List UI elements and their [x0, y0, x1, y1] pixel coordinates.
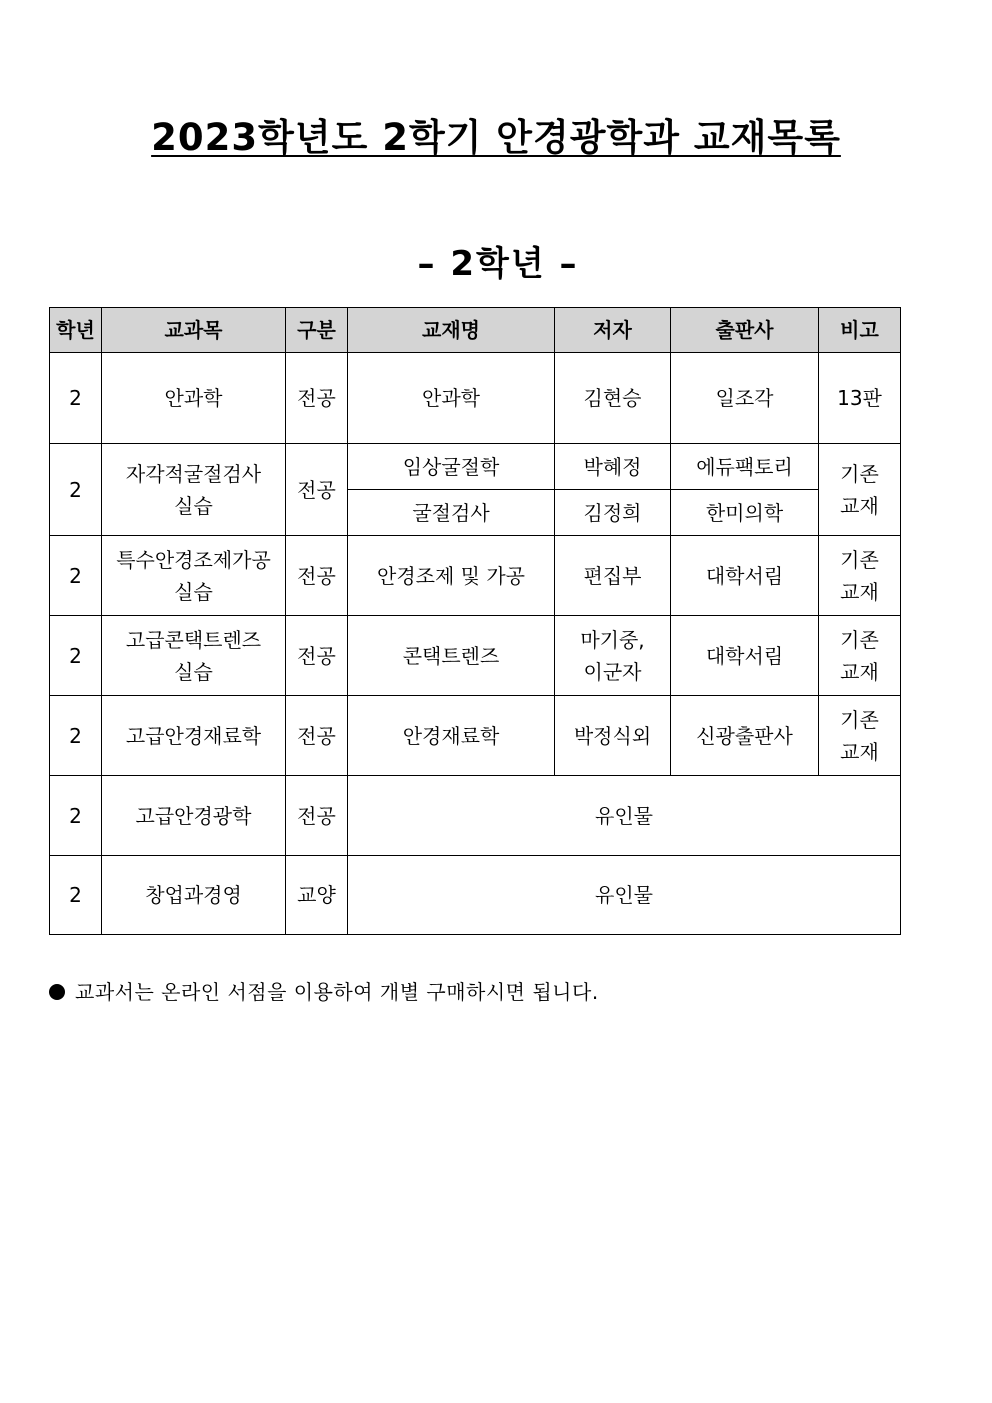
header-publisher: 출판사	[671, 308, 819, 353]
cell-subject: 창업과경영	[102, 856, 286, 935]
table-row	[50, 353, 901, 444]
cell-author: 박정식외	[555, 696, 671, 776]
header-author: 저자	[555, 308, 671, 353]
cell-type: 전공	[286, 776, 348, 856]
cell-subject	[102, 536, 286, 616]
cell-grade: 2	[50, 776, 102, 856]
table-row	[50, 536, 901, 616]
cell-note	[819, 536, 901, 616]
cell-subject: 안과학	[102, 353, 286, 444]
cell-subject-line: 실습	[174, 659, 213, 684]
cell-type: 전공	[286, 353, 348, 444]
cell-grade: 2	[50, 856, 102, 935]
cell-grade: 2	[50, 696, 102, 776]
textbook-table	[49, 307, 901, 935]
cell-author: 김현승	[555, 353, 671, 444]
cell-note	[819, 696, 901, 776]
cell-note: 13판	[819, 353, 901, 444]
table-row	[50, 696, 901, 776]
header-book: 교재명	[348, 308, 555, 353]
table-header-row	[50, 308, 901, 353]
cell-subject-line: 자각적굴절검사	[125, 461, 262, 486]
document-title	[0, 112, 992, 164]
cell-book: 임상굴절학	[348, 444, 555, 490]
cell-author: 편집부	[555, 536, 671, 616]
cell-note	[819, 616, 901, 696]
cell-type: 전공	[286, 696, 348, 776]
cell-grade: 2	[50, 616, 102, 696]
cell-book: 굴절검사	[348, 490, 555, 536]
cell-subject: 고급안경광학	[102, 776, 286, 856]
cell-grade: 2	[50, 444, 102, 536]
cell-publisher: 에듀팩토리	[671, 444, 819, 490]
cell-grade: 2	[50, 536, 102, 616]
cell-book: 안경조제 및 가공	[348, 536, 555, 616]
cell-book: 콘택트렌즈	[348, 616, 555, 696]
cell-subject	[102, 444, 286, 536]
cell-note-line: 교재	[840, 579, 879, 604]
document-title-text: 2023학년도 2학기 안경광학과 교재목록	[151, 116, 841, 159]
cell-subject-line: 실습	[174, 579, 213, 604]
cell-note-line: 교재	[840, 659, 879, 684]
cell-note	[819, 444, 901, 536]
table-row	[50, 444, 901, 490]
cell-publisher: 일조각	[671, 353, 819, 444]
cell-publisher: 대학서림	[671, 616, 819, 696]
cell-subject-line: 고급콘택트렌즈	[125, 627, 262, 652]
cell-author-line: 마기중,	[580, 627, 645, 652]
cell-author: 김정희	[555, 490, 671, 536]
cell-type: 전공	[286, 616, 348, 696]
bullet-icon	[49, 984, 65, 1000]
cell-subject	[102, 616, 286, 696]
cell-book: 안과학	[348, 353, 555, 444]
cell-book: 안경재료학	[348, 696, 555, 776]
table-row	[50, 616, 901, 696]
cell-note-line: 기존	[840, 627, 879, 652]
cell-publisher: 신광출판사	[671, 696, 819, 776]
cell-subject: 고급안경재료학	[102, 696, 286, 776]
header-grade: 학년	[50, 308, 102, 353]
cell-merged-book: 유인물	[348, 776, 901, 856]
cell-author: 박혜정	[555, 444, 671, 490]
cell-note-line: 기존	[840, 707, 879, 732]
table-row	[50, 776, 901, 856]
cell-subject-line: 실습	[174, 493, 213, 518]
header-type: 구분	[286, 308, 348, 353]
cell-type: 교양	[286, 856, 348, 935]
table-row	[50, 856, 901, 935]
header-subject: 교과목	[102, 308, 286, 353]
cell-type: 전공	[286, 536, 348, 616]
cell-publisher: 한미의학	[671, 490, 819, 536]
cell-note-line: 교재	[840, 493, 879, 518]
header-note: 비고	[819, 308, 901, 353]
footnote-text: 교과서는 온라인 서점을 이용하여 개별 구매하시면 됩니다.	[75, 980, 599, 1004]
cell-author	[555, 616, 671, 696]
cell-type: 전공	[286, 444, 348, 536]
cell-grade: 2	[50, 353, 102, 444]
grade-heading: – 2학년 –	[417, 244, 579, 284]
cell-subject-line: 특수안경조제가공	[116, 547, 271, 572]
cell-note-line: 교재	[840, 739, 879, 764]
cell-author-line: 이군자	[583, 659, 642, 684]
cell-publisher: 대학서림	[671, 536, 819, 616]
footnote	[49, 976, 599, 1008]
cell-merged-book: 유인물	[348, 856, 901, 935]
cell-note-line: 기존	[840, 461, 879, 486]
cell-note-line: 기존	[840, 547, 879, 572]
